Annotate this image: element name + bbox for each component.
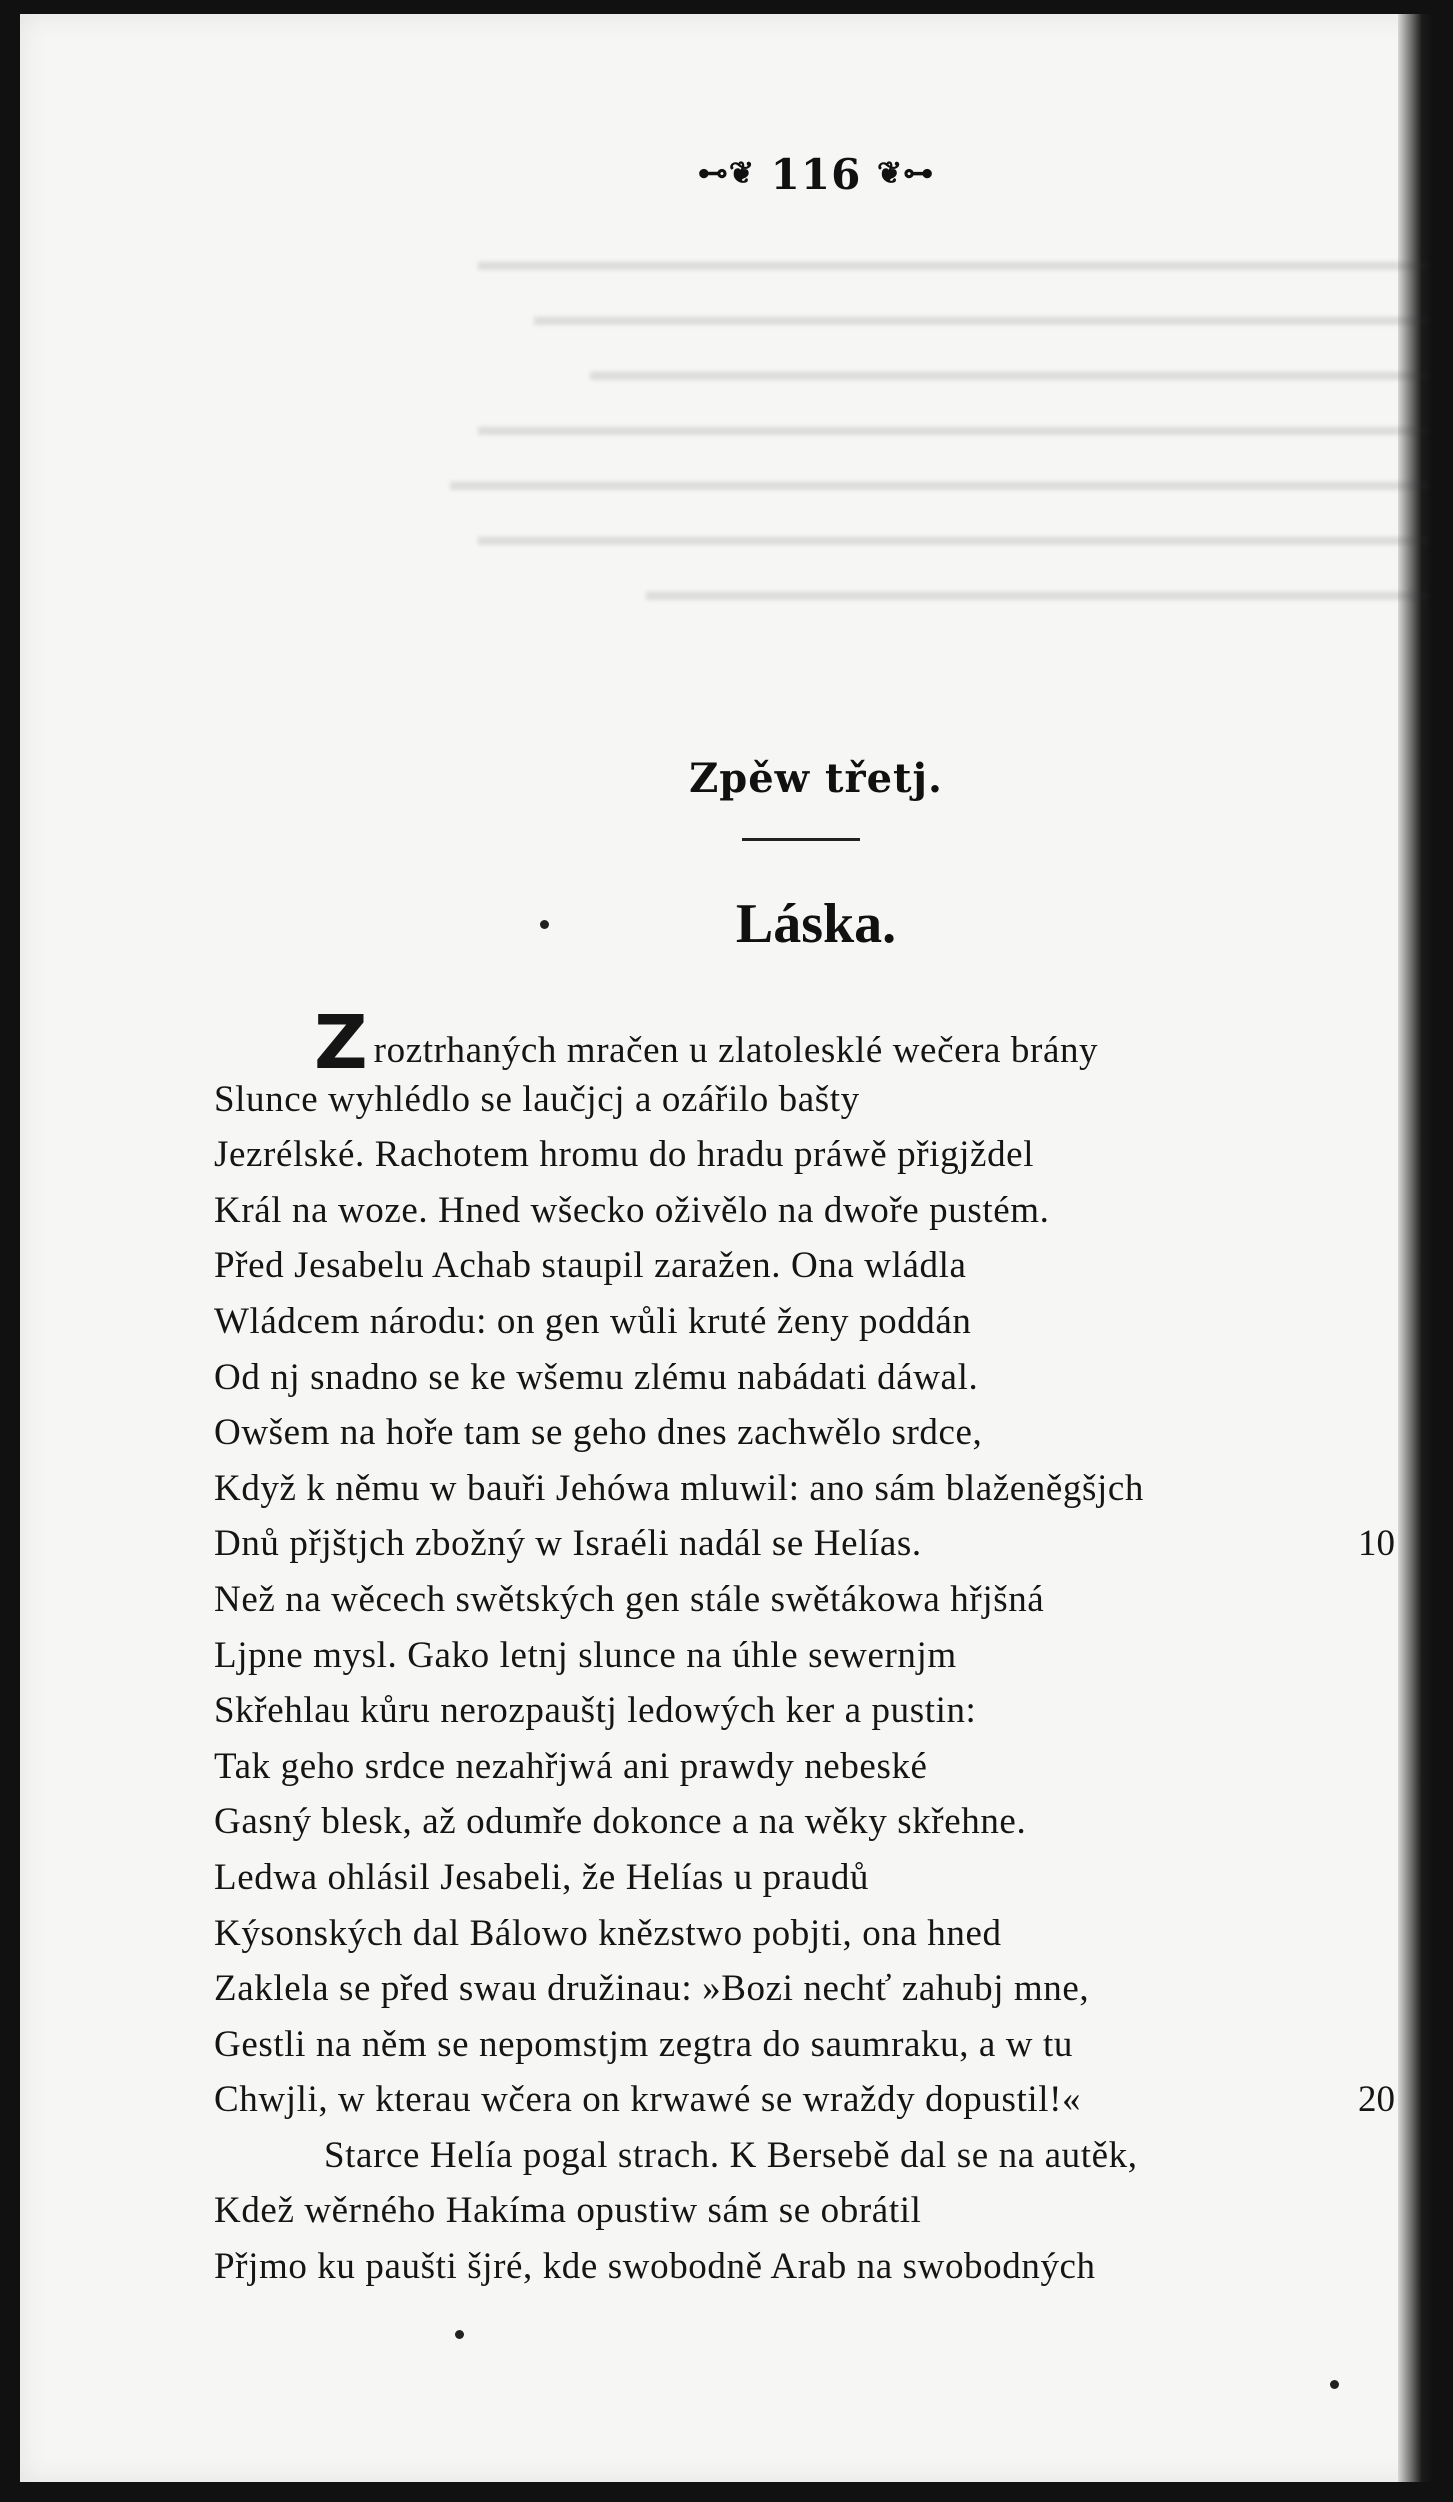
poem-line-text: Dnů přjštjch zbožný w Israéli nadál se Helías. [214,1523,922,1565]
poem-line [214,2183,1414,2239]
poem-line [214,1906,1414,1962]
poem-line-text: Tak geho srdce nezahřjwá ani prawdy nebeské [214,1745,928,1787]
poem-line [214,2239,1414,2295]
page-number-text: 116 [770,150,862,199]
poem-line-text: Zaklela se před swau družinau: »Bozi nechť zahubj mne, [214,1968,1090,2010]
poem-line-text: Než na wěcech swětských gen stále swětákowa hřjšná [214,1578,1045,1620]
poem-line-text: Kýsonských dal Bálowo knězstwo pobjti, ona hned [214,1912,1002,1954]
poem-line [214,1072,1414,1128]
print-speck [540,920,549,929]
poem-line-text: Gasný blesk, až odumře dokonce a na wěky skřehne. [214,1801,1027,1843]
poem-line [214,1961,1414,2017]
section-title: Láska. [735,893,897,955]
ornament-left-icon: ⊷❦ [697,156,756,191]
poem-line [214,1572,1414,1628]
poem-text [214,1000,1414,2295]
poem-line-text: Chwjli, w kterau wčera on krwawé se wraždy dopustil!« [214,2079,1082,2121]
poem-line [214,1794,1414,1850]
poem-line [214,1183,1414,1239]
title-divider [742,838,860,841]
poem-line-text: Přjmo ku paušti šjré, kde swobodně Arab na swobodných [214,2246,1096,2288]
poem-line-text: Před Jesabelu Achab staupil zaražen. Ona wládla [214,1245,967,1287]
poem-line-text: Owšem na hoře tam se geho dnes zachwělo srdce, [214,1412,983,1454]
drop-cap: Z [314,1000,368,1086]
poem-line-text: Když k němu w bauři Jehówa mluwil: ano sám blaženěgšjch [214,1467,1145,1509]
poem-line [214,1000,1414,1086]
poem-line-text: roztrhaných mračen u zlatolesklé wečera brány [373,1030,1099,1071]
poem-line-text: Slunce wyhlédlo se laučjcj a ozářilo bašty [214,1078,860,1120]
poem-line [214,1405,1414,1461]
poem-line [214,1628,1414,1684]
poem-line [214,1850,1414,1906]
canto-title: Zpěw třetj. [689,755,943,802]
poem-line [214,2072,1414,2128]
poem-line-text: Gestli na něm se nepomstjm zegtra do saumraku, a w tu [214,2023,1073,2065]
print-speck [1330,2380,1339,2389]
poem-line [214,1294,1414,1350]
poem-line-text: Wládcem národu: on gen wůli kruté ženy poddán [214,1300,972,1342]
ornament-right-icon: ❦⊶ [876,156,935,191]
poem-line-text: Ledwa ohlásil Jesabeli, že Helías u praudů [214,1856,870,1898]
poem-line-text: Skřehlau kůru nerozpauštj ledowých ker a pustin: [214,1690,977,1732]
poem-line-text: Od nj snadno se ke wšemu zlému nabádati dáwal. [214,1356,979,1398]
line-number: 20 [1358,2079,1395,2121]
poem-line-text: Král na woze. Hned wšecko oživělo na dwoře pustém. [214,1189,1050,1231]
poem-line [214,2017,1414,2073]
print-speck [455,2330,464,2339]
poem-line [214,1238,1414,1294]
page-number [0,150,1453,199]
poem-line [214,2128,1414,2184]
line-number: 10 [1358,1523,1395,1565]
poem-line [214,1461,1414,1517]
poem-line-text: Kdež wěrného Hakíma opustiw sám se obrátil [214,2190,922,2232]
poem-line [214,1516,1414,1572]
poem-line [214,1350,1414,1406]
poem-line [214,1683,1414,1739]
show-through-text: ▬▬▬▬▬▬▬▬▬▬▬▬▬▬▬▬▬▬▬▬▬▬▬▬▬▬▬▬▬▬▬▬▬▬ ▬▬▬▬▬▬▬▬▬▬▬▬▬▬▬▬▬▬▬▬▬▬▬▬▬▬▬▬▬▬▬▬ ▬▬▬▬▬▬▬▬▬▬▬▬▬▬▬▬▬▬▬▬▬▬▬▬▬▬▬▬▬▬ ▬▬▬▬▬▬▬▬▬▬▬▬▬▬▬▬▬▬▬▬▬▬▬▬▬▬▬▬▬▬▬▬▬▬ ▬▬▬▬▬▬▬▬▬▬▬▬▬▬▬▬▬▬▬▬▬▬▬▬▬▬▬▬▬▬▬▬▬▬▬ ▬▬▬▬▬▬▬▬▬▬▬▬▬▬▬▬▬▬▬▬▬▬▬▬▬▬▬▬▬▬▬▬▬▬ ▬▬▬▬▬▬▬▬▬▬▬▬▬▬▬▬▬▬▬▬▬▬▬▬▬▬▬▬ [450,246,1430,607]
poem-line-text: Jezrélské. Rachotem hromu do hradu práwě přigjždel [214,1134,1035,1176]
poem-line [214,1127,1414,1183]
poem-line [214,1739,1414,1795]
poem-line-text: Starce Helía pogal strach. K Bersebě dal se na autěk, [324,2134,1138,2176]
poem-line-text: Ljpne mysl. Gako letnj slunce na úhle sewernjm [214,1634,957,1676]
